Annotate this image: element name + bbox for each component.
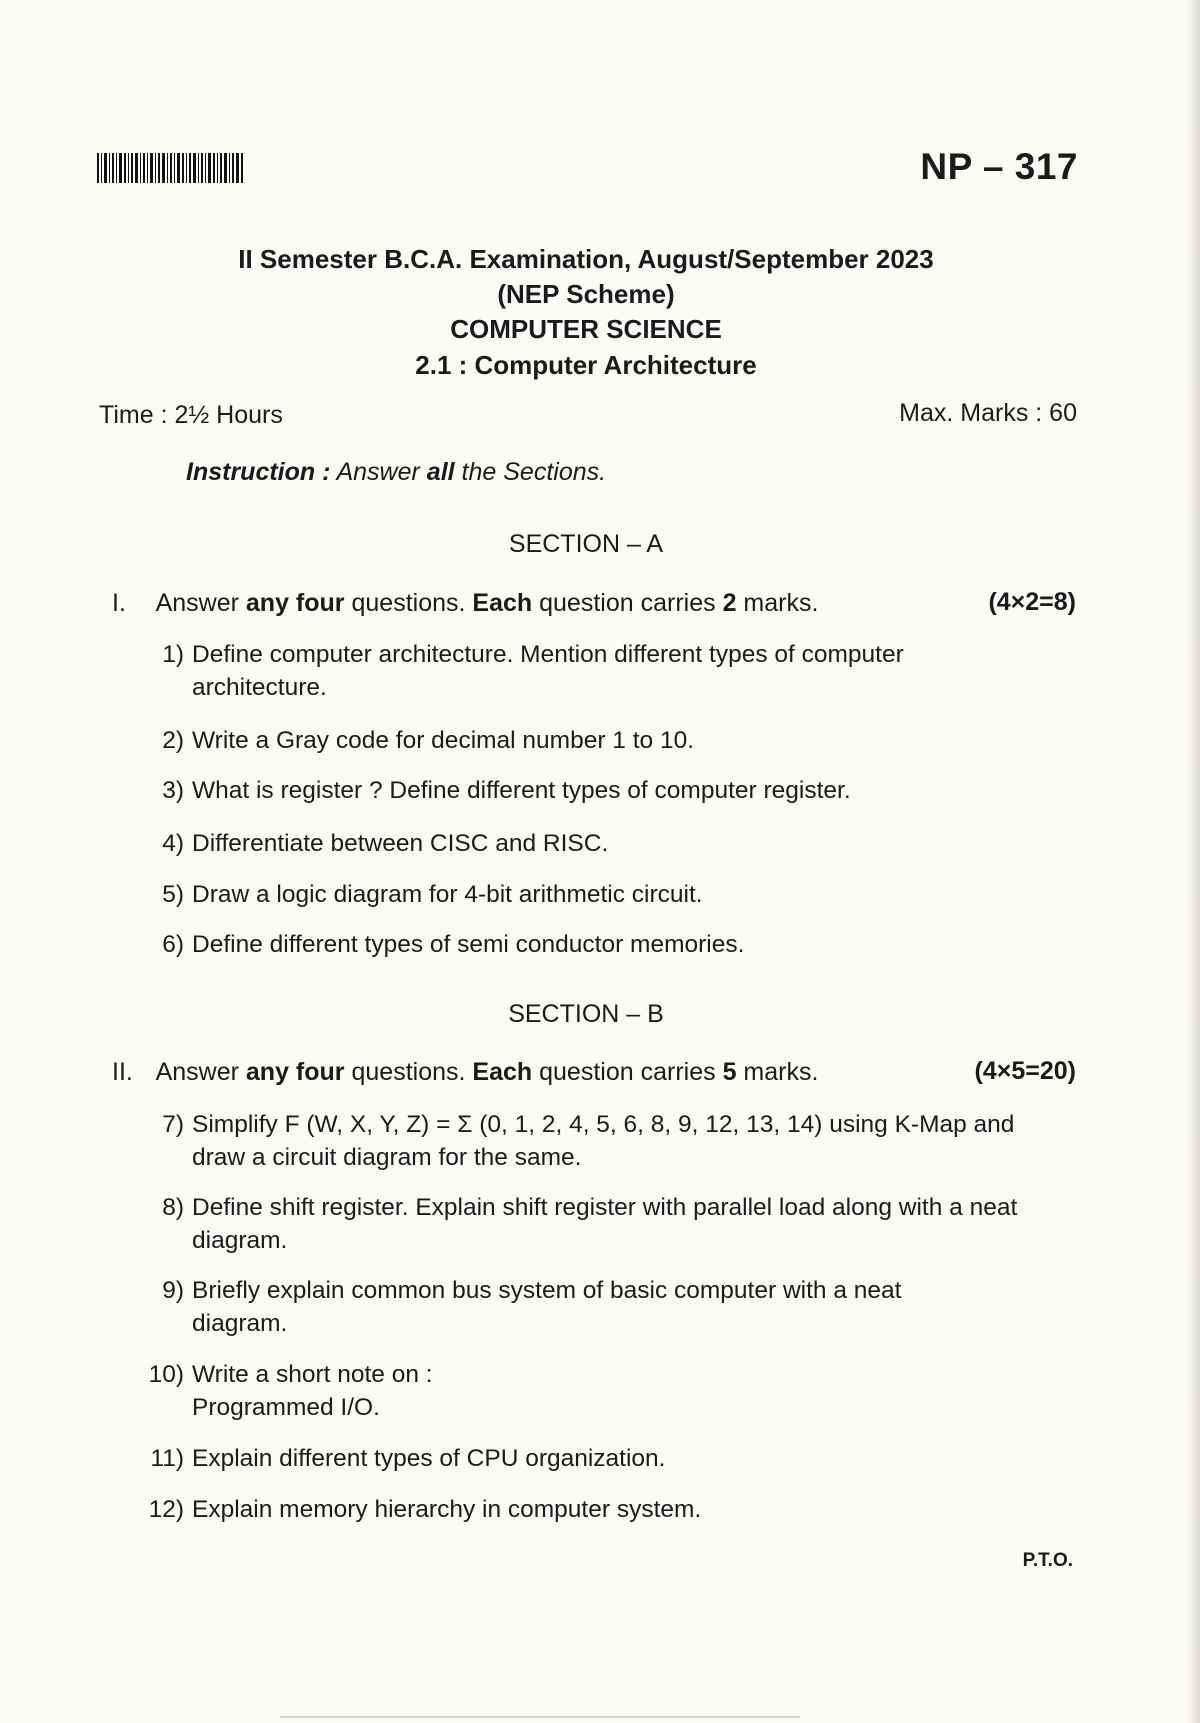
question-3: 3) What is register ? Define different types of computer register. xyxy=(162,777,851,804)
page-edge-shadow xyxy=(1186,0,1200,1723)
question-12: 12) Explain memory hierarchy in computer system. xyxy=(148,1496,702,1523)
question-9: 9) Briefly explain common bus system of basic computer with a neat diagram. xyxy=(162,1277,902,1337)
question-6: 6) Define different types of semi conductor memories. xyxy=(162,931,745,958)
paper-code: NP – 317 xyxy=(920,146,1078,187)
question-11: 11) Explain different types of CPU organization. xyxy=(150,1445,666,1472)
instruction-label: Instruction : xyxy=(186,458,331,486)
instruction-bold: all xyxy=(426,458,455,486)
section-b-marks-total: (4×5=20) xyxy=(974,1057,1076,1085)
paper-title: 2.1 : Computer Architecture xyxy=(415,350,757,380)
instruction-post: the Sections. xyxy=(461,458,607,486)
pto-label: P.T.O. xyxy=(1022,1550,1073,1571)
time-allowed: Time : 2½ Hours xyxy=(99,401,283,429)
section-b-roman: II. xyxy=(112,1058,133,1086)
bottom-rule xyxy=(280,1716,800,1718)
section-b-title: SECTION – B xyxy=(508,1000,664,1028)
section-b-instruction: II. Answer any four questions. Each question carries 5 marks. xyxy=(112,1058,819,1086)
question-1: 1) Define computer architecture. Mention different types of computer architecture. xyxy=(162,641,904,701)
subject-title: COMPUTER SCIENCE xyxy=(450,314,722,344)
question-8: 8) Define shift register. Explain shift register with parallel load along with a neat diagram. xyxy=(162,1194,1018,1254)
barcode-icon xyxy=(97,153,243,183)
exam-title: II Semester B.C.A. Examination, August/September 2023 xyxy=(238,244,934,274)
question-2: 2) Write a Gray code for decimal number 1 to 10. xyxy=(162,727,695,754)
section-a-instruction: I. Answer any four questions. Each question carries 2 marks. xyxy=(112,589,819,617)
question-10: 10) Write a short note on : Programmed I/O. xyxy=(148,1361,433,1421)
instruction-pre: Answer xyxy=(336,458,420,486)
section-a-roman: I. xyxy=(112,589,126,617)
question-4: 4) Differentiate between CISC and RISC. xyxy=(162,830,609,857)
max-marks: Max. Marks : 60 xyxy=(899,399,1077,427)
scheme-title: (NEP Scheme) xyxy=(497,279,675,309)
section-a-marks-total: (4×2=8) xyxy=(988,588,1076,616)
question-5: 5) Draw a logic diagram for 4-bit arithmetic circuit. xyxy=(162,881,703,908)
section-a-title: SECTION – A xyxy=(508,530,664,558)
question-7: 7) Simplify F (W, X, Y, Z) = Σ (0, 1, 2, 4, 5, 6, 8, 9, 12, 13, 14) using K-Map and draw a circuit diagram for the same. xyxy=(162,1111,1015,1171)
instruction xyxy=(186,458,606,487)
